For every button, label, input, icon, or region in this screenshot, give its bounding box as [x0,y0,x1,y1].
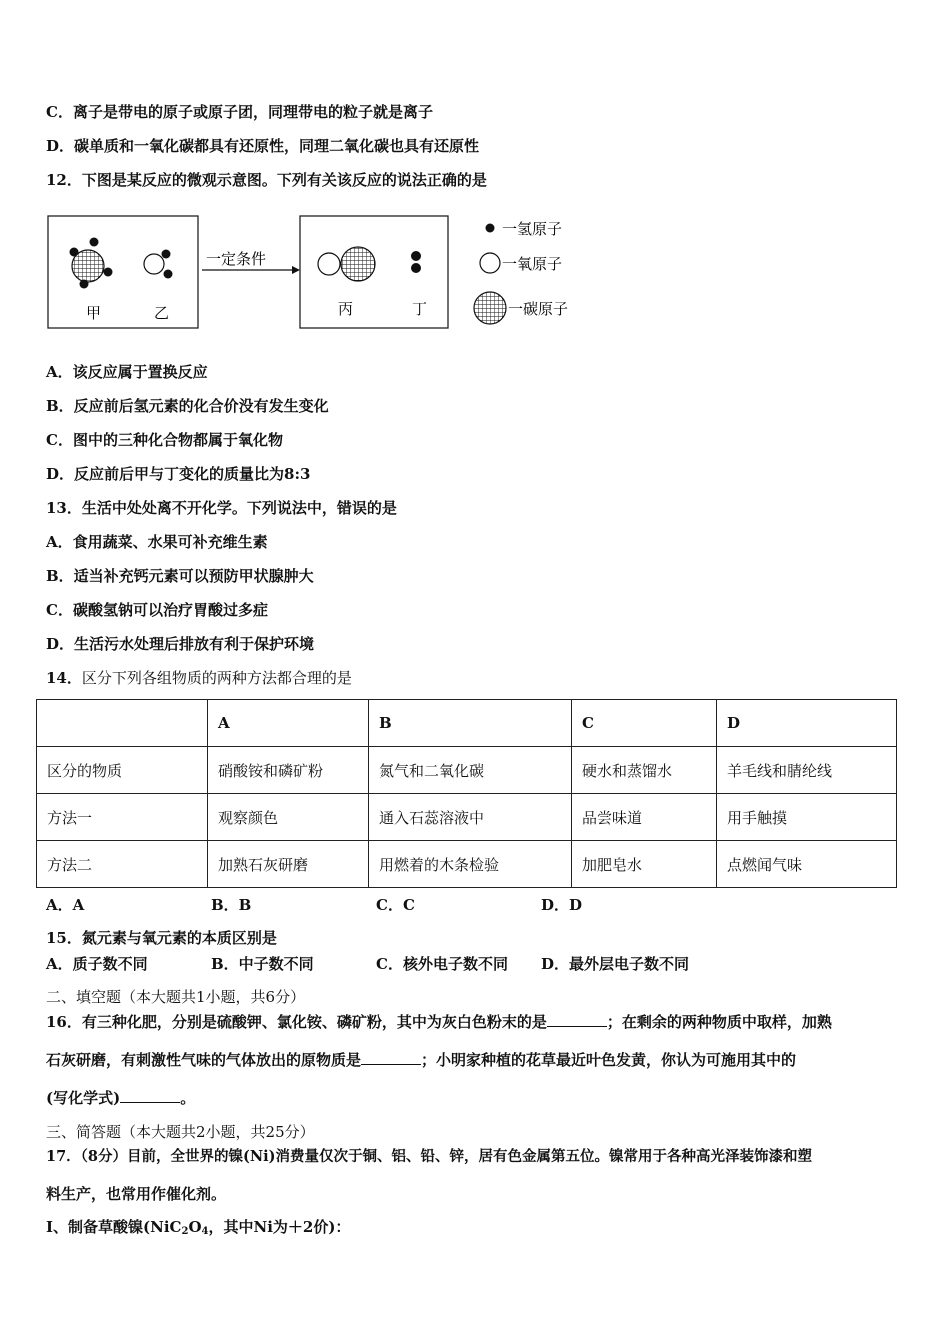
table-cell: 方法二 [37,841,208,888]
reaction-condition: 一定条件 [206,250,267,268]
table-cell: 硝酸铵和磷矿粉 [208,747,369,794]
q17-part-i [46,1217,350,1242]
table-cell: 观察颜色 [208,794,369,841]
q17-part-i-text: I、制备草酸镍(NiC [46,1218,182,1236]
table-cell: D [717,700,897,747]
q14-option-a: A．A [46,896,85,914]
table-cell: 硬水和蒸馏水 [572,747,717,794]
q16-blank-2[interactable] [361,1050,421,1065]
q14-option-b: B．B [211,896,252,914]
q16-text-4: ；小明家种植的花草最近叶色发黄，你认为可施用其中的 [421,1051,797,1069]
legend-carbon-label: 一碳原子 [508,300,569,318]
label-ding: 丁 [412,300,428,318]
table-cell: 区分的物质 [37,747,208,794]
q16-text-6: 。 [180,1089,196,1107]
q12-option-b: B．反应前后氢元素的化合价没有发生变化 [46,397,329,415]
hydrogen-atom [104,268,113,277]
legend-oxygen-label: 一氧原子 [502,255,563,273]
table-row [37,747,897,794]
q16-text-3: 石灰研磨，有刺激性气味的气体放出的原物质是 [46,1051,362,1069]
hydrogen-atom [164,270,173,279]
q12-option-a: A．该反应属于置换反应 [46,363,208,381]
q15-option-a: A．质子数不同 [46,955,148,973]
q14-text: 区分下列各组物质的两种方法都合理的是 [81,669,352,687]
q14-number: 14． [46,669,82,687]
arrow-head-icon [292,266,300,274]
q17-line-2: 料生产，也常用作催化剂。 [46,1185,227,1203]
hydrogen-atom [90,238,99,247]
hydrogen-atom [80,280,89,289]
legend-oxygen-icon [480,253,500,273]
table-cell: 方法一 [37,794,208,841]
q13-stem: 13．生活中处处离不开化学。下列说法中，错误的是 [46,499,397,517]
q12-stem: 12．下图是某反应的微观示意图。下列有关该反应的说法正确的是 [46,171,487,189]
table-cell: 羊毛线和腈纶线 [717,747,897,794]
hydrogen-atom [70,248,79,257]
q15-option-d: D．最外层电子数不同 [541,955,690,973]
table-header-row [37,700,897,747]
subscript: 4 [201,1226,209,1237]
table-row [37,794,897,841]
table-cell: 用手触摸 [717,794,897,841]
reaction-diagram [46,212,606,334]
label-jia: 甲 [86,304,102,322]
q16-text-5: (写化学式) [46,1089,121,1107]
q17-part-i-text: ，其中Ni为＋2价)： [208,1218,351,1236]
section-2-heading: 二、填空题（本大题共1小题，共6分） [46,988,306,1006]
carbon-atom [341,247,375,281]
q15-stem: 15．氮元素与氧元素的本质区别是 [46,929,277,947]
q14-option-d: D．D [541,896,583,914]
table-cell: B [369,700,572,747]
q13-option-a: A．食用蔬菜、水果可补充维生素 [46,533,268,551]
q16-text-2: ；在剩余的两种物质中取样，加熟 [606,1013,832,1031]
q14-table [36,699,897,888]
reactant-box [48,216,198,328]
q16-blank-1[interactable] [547,1012,607,1027]
table-cell: 氮气和二氧化碳 [369,747,572,794]
table-cell: C [572,700,717,747]
q13-option-b: B．适当补充钙元素可以预防甲状腺肿大 [46,567,314,585]
q16-text-1: 16．有三种化肥，分别是硫酸钾、氯化铵、磷矿粉，其中为灰白色粉末的是 [46,1013,547,1031]
q13-option-d: D．生活污水处理后排放有利于保护环境 [46,635,315,653]
oxygen-atom [144,254,164,274]
table-cell [37,700,208,747]
label-yi: 乙 [154,304,170,322]
hydrogen-atom [411,251,421,261]
oxygen-atom [318,253,340,275]
q15-option-c: C．核外电子数不同 [376,955,508,973]
q17-part-i-text: O [188,1218,202,1236]
q16-blank-3[interactable] [120,1088,180,1103]
table-cell: 加肥皂水 [572,841,717,888]
table-cell: 点燃闻气味 [717,841,897,888]
hydrogen-atom [411,263,421,273]
legend-hydrogen-icon [486,224,495,233]
q16-line-2 [46,1050,796,1070]
q11-option-c: C．离子是带电的原子或原子团，同理带电的粒子就是离子 [46,103,433,121]
legend-carbon-icon [474,292,506,324]
label-bing: 丙 [338,300,354,318]
q11-option-d: D．碳单质和一氧化碳都具有还原性，同理二氧化碳也具有还原性 [46,137,480,155]
q17-line-1: 17．（8分）目前，全世界的镍(Ni)消费量仅次于铜、铝、铅、锌，居有色金属第五位。镍常用于各种高光泽装饰漆和塑 [46,1148,812,1165]
subscript: 2 [181,1226,189,1237]
table-cell: A [208,700,369,747]
section-3-heading: 三、简答题（本大题共2小题，共25分） [46,1123,315,1141]
table-cell: 用燃着的木条检验 [369,841,572,888]
hydrogen-atom [162,250,171,259]
q16-line-3 [46,1088,195,1108]
q13-option-c: C．碳酸氢钠可以治疗胃酸过多症 [46,601,268,619]
q16-line-1 [46,1012,832,1032]
table-cell: 加熟石灰研磨 [208,841,369,888]
q12-option-d: D．反应前后甲与丁变化的质量比为8:3 [46,465,311,483]
q14-stem [46,668,352,688]
legend-hydrogen-label: 一氢原子 [502,220,563,238]
q15-option-b: B．中子数不同 [211,955,314,973]
table-cell: 品尝味道 [572,794,717,841]
table-cell: 通入石蕊溶液中 [369,794,572,841]
table-row [37,841,897,888]
q12-option-c: C．图中的三种化合物都属于氧化物 [46,431,283,449]
q14-option-c: C．C [376,896,415,914]
